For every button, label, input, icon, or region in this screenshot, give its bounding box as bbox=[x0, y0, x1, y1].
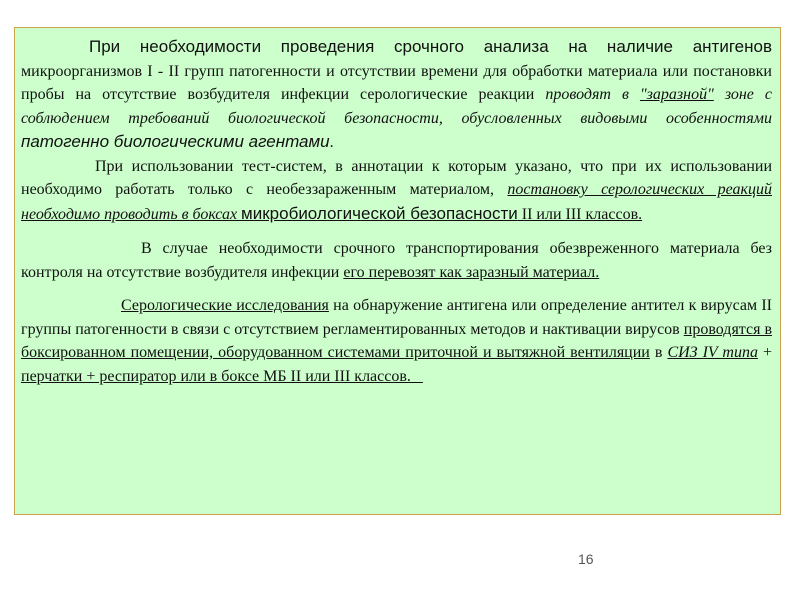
paragraph-test-systems bbox=[21, 155, 772, 227]
paragraph-transport bbox=[21, 237, 772, 284]
paragraph-1-lead: При необходимости проведения срочного анализа на наличие антигенов bbox=[89, 37, 772, 56]
paragraph-4-text-1: на обнаружение антигена или определение антител к вирусам II группы патогенности в связи с отсутствием регламентированных методов и нактивации вирусов bbox=[21, 297, 772, 338]
content-box bbox=[14, 27, 781, 515]
paragraph-1-end: . bbox=[329, 134, 334, 151]
paragraph-4-underlined-mid: проводятся в боксированном помещении, оборудованном системами приточной и вытяжной вентиляции bbox=[21, 320, 773, 361]
paragraph-2-italic-underlined: постановку серологических реакций необходимо проводить в боксах bbox=[21, 181, 773, 223]
paragraph-2-text: При использовании тест-систем, в аннотации к которым указано, что при их использовании необходимо работать только с необеззараженным материалом, bbox=[21, 157, 772, 198]
paragraph-4-text-3: + bbox=[757, 344, 772, 361]
paragraph-2-underlined-end: II или III классов. bbox=[517, 205, 643, 223]
paragraph-1-text: микроорганизмов I - II групп патогенности и отсутствии времени для обработки материала или постановки пробы на отсутствие возбудителя инфекции серологические реакции bbox=[21, 62, 772, 103]
paragraph-1-italic-start: проводят в bbox=[545, 86, 640, 103]
paragraph-3-underlined: его перевозят как заразный материал. bbox=[343, 263, 600, 281]
paragraph-1-zone-quoted: "заразной" bbox=[639, 86, 714, 103]
paragraph-1-italic-sans: патогенно биологическими агентами bbox=[21, 132, 330, 151]
paragraph-4-italic-underlined: СИЗ IV типа bbox=[667, 344, 758, 361]
paragraph-4-underlined-start: Серологические исследования bbox=[121, 297, 329, 314]
paragraph-4-underlined-end: перчатки + респиратор или в боксе МБ II или III классов. bbox=[21, 367, 423, 385]
paragraph-4-text-2: в bbox=[649, 344, 668, 361]
page-number: 16 bbox=[578, 551, 594, 567]
paragraph-2-underlined-sans: микробиологической безопасности bbox=[241, 203, 518, 223]
paragraph-3-text: В случае необходимости срочного транспортирования обезвреженного материала без контроля на отсутствие возбудителя инфекции bbox=[21, 240, 772, 281]
paragraph-serological-research bbox=[21, 294, 772, 388]
paragraph-1-italic-mid: зоне с соблюдением требований биологической безопасности, обусловленных видовыми особенностями bbox=[21, 86, 773, 127]
paragraph-urgent-analysis bbox=[21, 35, 772, 155]
